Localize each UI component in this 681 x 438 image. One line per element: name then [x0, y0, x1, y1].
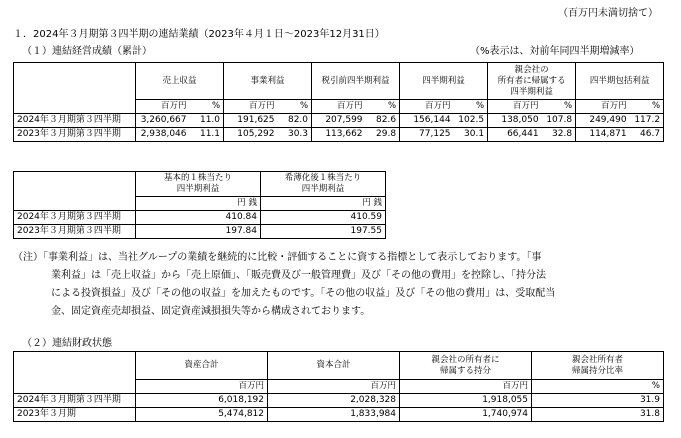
amount-cell: 114,871: [576, 128, 630, 142]
pct-cell: 102.5: [454, 114, 488, 128]
pct-cell: 107.8: [542, 114, 576, 128]
unit-pct: %: [630, 100, 664, 114]
table-row: [14, 211, 386, 225]
financial-cell: 1,740,974: [400, 408, 532, 422]
sub2-title: （２）連結財政状態: [22, 338, 112, 349]
results-header: 事業利益: [224, 63, 312, 100]
amount-cell: 113,662: [312, 128, 366, 142]
amount-cell: 249,490: [576, 114, 630, 128]
financial-cell: 5,474,812: [136, 408, 268, 422]
financial-cell: 1,918,055: [400, 394, 532, 408]
amount-cell: 207,599: [312, 114, 366, 128]
footnote-line: 業利益」は「売上収益」から「売上原価」、「販売費及び一般管理費」及び「その他の費用」を控除し、「持分法: [51, 270, 546, 281]
eps-header: 基本的１株当たり 四半期利益: [136, 172, 261, 197]
eps-unit-blank: [14, 197, 136, 211]
financial-cell: 1,833,984: [268, 408, 400, 422]
table-row: [14, 394, 664, 408]
results-table: [13, 62, 664, 142]
eps-cell: 410.59: [261, 211, 386, 225]
pct-cell: 11.1: [190, 128, 224, 142]
footnote-line: （注）「事業利益」は、当社グループの業績を継続的に比較・評価することに資する指標として表示しております。「事: [13, 252, 542, 263]
row-label: 2023年３月期第３四半期: [14, 128, 136, 142]
footnote-line: 金、固定資産売却損益、固定資産減損損失等から構成されております。: [51, 306, 371, 317]
unit-amount: 百万円: [136, 100, 190, 114]
unit-amount: 百万円: [488, 100, 542, 114]
pct-cell: 30.1: [454, 128, 488, 142]
eps-header: 希薄化後１株当たり 四半期利益: [261, 172, 386, 197]
row-label: 2024年３月期第３四半期: [14, 211, 136, 225]
unit-pct: %: [366, 100, 400, 114]
pct-cell: 82.6: [366, 114, 400, 128]
row-label: 2023年３月期第３四半期: [14, 225, 136, 239]
financial-unit-blank: [14, 380, 136, 394]
pct-cell: 29.8: [366, 128, 400, 142]
table-row: [14, 225, 386, 239]
pct-cell: 32.8: [542, 128, 576, 142]
sub1-title: （１）連結経営成績（累計）: [22, 46, 152, 57]
results-header: 四半期利益: [400, 63, 488, 100]
amount-cell: 156,144: [400, 114, 454, 128]
footnote-line: による投資損益」及び「その他の収益」を加えたものです。「その他の収益」及び「その他の費用」は、受取配当: [51, 288, 556, 299]
unit-amount: 百万円: [400, 100, 454, 114]
pct-cell: 46.7: [630, 128, 664, 142]
pct-cell: 82.0: [278, 114, 312, 128]
unit-pct: %: [454, 100, 488, 114]
financial-cell: 31.8: [532, 408, 664, 422]
eps-cell: 197.84: [136, 225, 261, 239]
results-header: 親会社の 所有者に帰属する 四半期利益: [488, 63, 576, 100]
eps-corner: [14, 172, 136, 197]
financial-cell: 6,018,192: [136, 394, 268, 408]
footnote: [13, 249, 673, 321]
row-label: 2024年３月期第３四半期: [14, 394, 136, 408]
eps-unit: 円 銭: [261, 197, 386, 211]
amount-cell: 105,292: [224, 128, 278, 142]
eps-unit: 円 銭: [136, 197, 261, 211]
financial-unit: 百万円: [136, 380, 268, 394]
financial-unit: 百万円: [268, 380, 400, 394]
results-corner: [14, 63, 136, 100]
financial-corner: [14, 352, 136, 380]
eps-cell: 197.55: [261, 225, 386, 239]
financial-cell: 31.9: [532, 394, 664, 408]
pct-cell: 117.2: [630, 114, 664, 128]
financial-cell: 2,028,328: [268, 394, 400, 408]
results-unit-blank: [14, 100, 136, 114]
financial-header: 親会社の所有者に 帰属する持分: [400, 352, 532, 380]
pct-cell: 30.3: [278, 128, 312, 142]
amount-cell: 77,125: [400, 128, 454, 142]
unit-note: （百万円未満切捨て）: [558, 8, 658, 19]
eps-table: [13, 171, 386, 239]
amount-cell: 66,441: [488, 128, 542, 142]
financial-table: [13, 351, 664, 422]
table-row: [14, 114, 664, 128]
sub1-percent-note: （%表示は、対前年同四半期増減率）: [470, 46, 640, 57]
results-header: 四半期包括利益: [576, 63, 664, 100]
financial-header: 親会社所有者 帰属持分比率: [532, 352, 664, 380]
unit-pct: %: [542, 100, 576, 114]
unit-amount: 百万円: [312, 100, 366, 114]
results-header: 税引前四半期利益: [312, 63, 400, 100]
pct-cell: 11.0: [190, 114, 224, 128]
unit-pct: %: [190, 100, 224, 114]
financial-header: 資本合計: [268, 352, 400, 380]
row-label: 2023年３月期: [14, 408, 136, 422]
table-row: [14, 128, 664, 142]
unit-amount: 百万円: [224, 100, 278, 114]
amount-cell: 138,050: [488, 114, 542, 128]
amount-cell: 3,260,667: [136, 114, 190, 128]
unit-amount: 百万円: [576, 100, 630, 114]
financial-unit: %: [532, 380, 664, 394]
row-label: 2024年３月期第３四半期: [14, 114, 136, 128]
unit-pct: %: [278, 100, 312, 114]
section1-title: １．2024年３月期第３四半期の連結業績（2023年４月１日～2023年12月31日）: [13, 29, 385, 40]
amount-cell: 191,625: [224, 114, 278, 128]
financial-unit: 百万円: [400, 380, 532, 394]
eps-cell: 410.84: [136, 211, 261, 225]
table-row: [14, 408, 664, 422]
financial-header: 資産合計: [136, 352, 268, 380]
amount-cell: 2,938,046: [136, 128, 190, 142]
results-header: 売上収益: [136, 63, 224, 100]
